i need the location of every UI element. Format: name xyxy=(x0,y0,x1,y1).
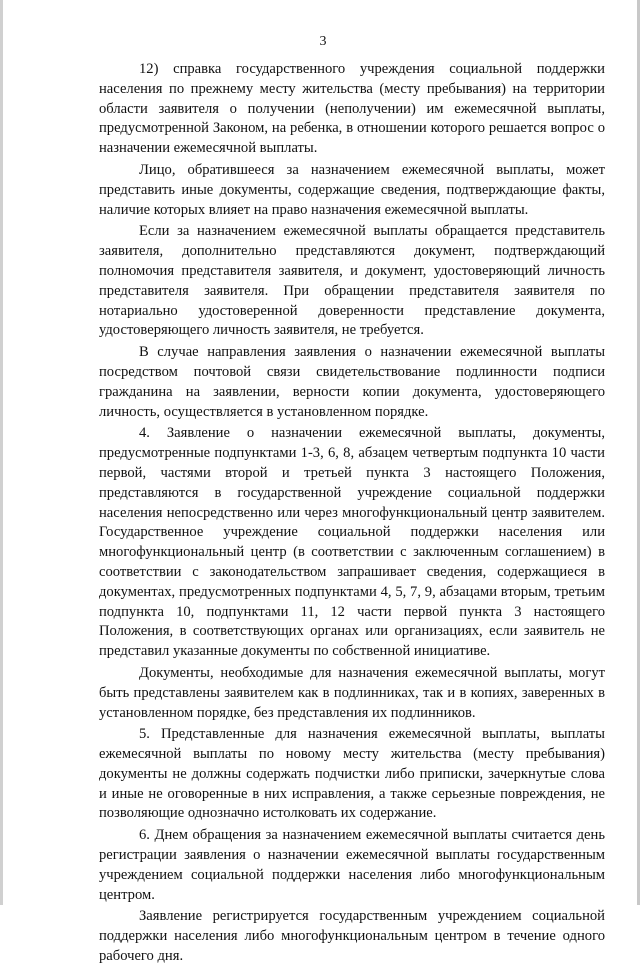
page-number: 3 xyxy=(319,34,327,49)
paragraph-registration: Заявление регистрируется государственным учреждением социальной поддержки населения либо многофункциональным центром в течение одного рабочего дня. xyxy=(99,908,605,965)
paragraph-postal-submission: В случае направления заявления о назначении ежемесячной выплаты посредством почтовой связи свидетельствование подлинности подписи гражданина на заявлении, верности копии документа, удостоверяющего личность, осуществляется в установленном порядке. xyxy=(99,344,605,420)
paragraph-other-documents: Лицо, обратившееся за назначением ежемесячной выплаты, может представить иные документы, содержащие сведения, подтверждающие факты, наличие которых влияет на право назначения ежемесячной выплаты. xyxy=(99,161,605,218)
paragraph-clause-6: 6. Днем обращения за назначением ежемесячной выплаты считается день регистрации заявления о назначении ежемесячной выплаты государственным учреждением социальной поддержки населения либо многофункциональным центром. xyxy=(99,827,605,903)
paragraph-originals-copies: Документы, необходимые для назначения ежемесячной выплаты, могут быть представлены заявителем как в подлинниках, так и в копиях, заверенных в установленном порядке, без представления их подлинников. xyxy=(99,664,605,721)
document-body xyxy=(99,60,605,969)
paragraph-item-12-reference: 12) справка государственного учреждения социальной поддержки населения по прежнему месту жительства (месту пребывания) на территории области заявителя о получении (неполучении) им ежемесячной выплаты, предусмотренной Законом, на ребенка, в отношении которого решается вопрос о назначении ежемесячной выплаты. xyxy=(99,61,605,157)
paragraph-clause-5: 5. Представленные для назначения ежемесячной выплаты, выплаты ежемесячной выплаты по новому месту жительства (месту пребывания) документы не должны содержать подчистки либо приписки, зачеркнутые слова и иные не оговоренные в них исправления, а также серьезные повреждения, не позволяющие однозначно истолковать их содержание. xyxy=(99,726,605,822)
paragraph-representative: Если за назначением ежемесячной выплаты обращается представитель заявителя, дополнительно представляются документ, подтверждающий полномочия представителя заявителя, и документ, удостоверяющий личность представителя заявителя. При обращении представителя заявителя по нотариально удостоверенной доверенности представление документа, удостоверяющего личность заявителя, не требуется. xyxy=(99,223,605,339)
paragraph-clause-4: 4. Заявление о назначении ежемесячной выплаты, документы, предусмотренные подпунктами 1-3, 6, 8, абзацем четвертым подпункта 10 части первой, частями второй и третьей пункта 3 настоящего Положения, представляются в государственной учреждение социальной поддержки населения непосредственно или через многофункциональный центр заявителем. Государственное учреждение социальной поддержки населения или многофункциональный центр (в соответствии с заключенным соглашением) в соответствии с законодательством запрашивает сведения, содержащиеся в документах, предусмотренных подпунктами 4, 5, 7, 9, абзацами вторым, третьим подпункта 10, подпунктами 11, 12 части первой пункта 3 настоящего Положения, в соответствующих органах или организациях, если заявитель не представил указанные документы по собственной инициативе. xyxy=(99,425,605,660)
